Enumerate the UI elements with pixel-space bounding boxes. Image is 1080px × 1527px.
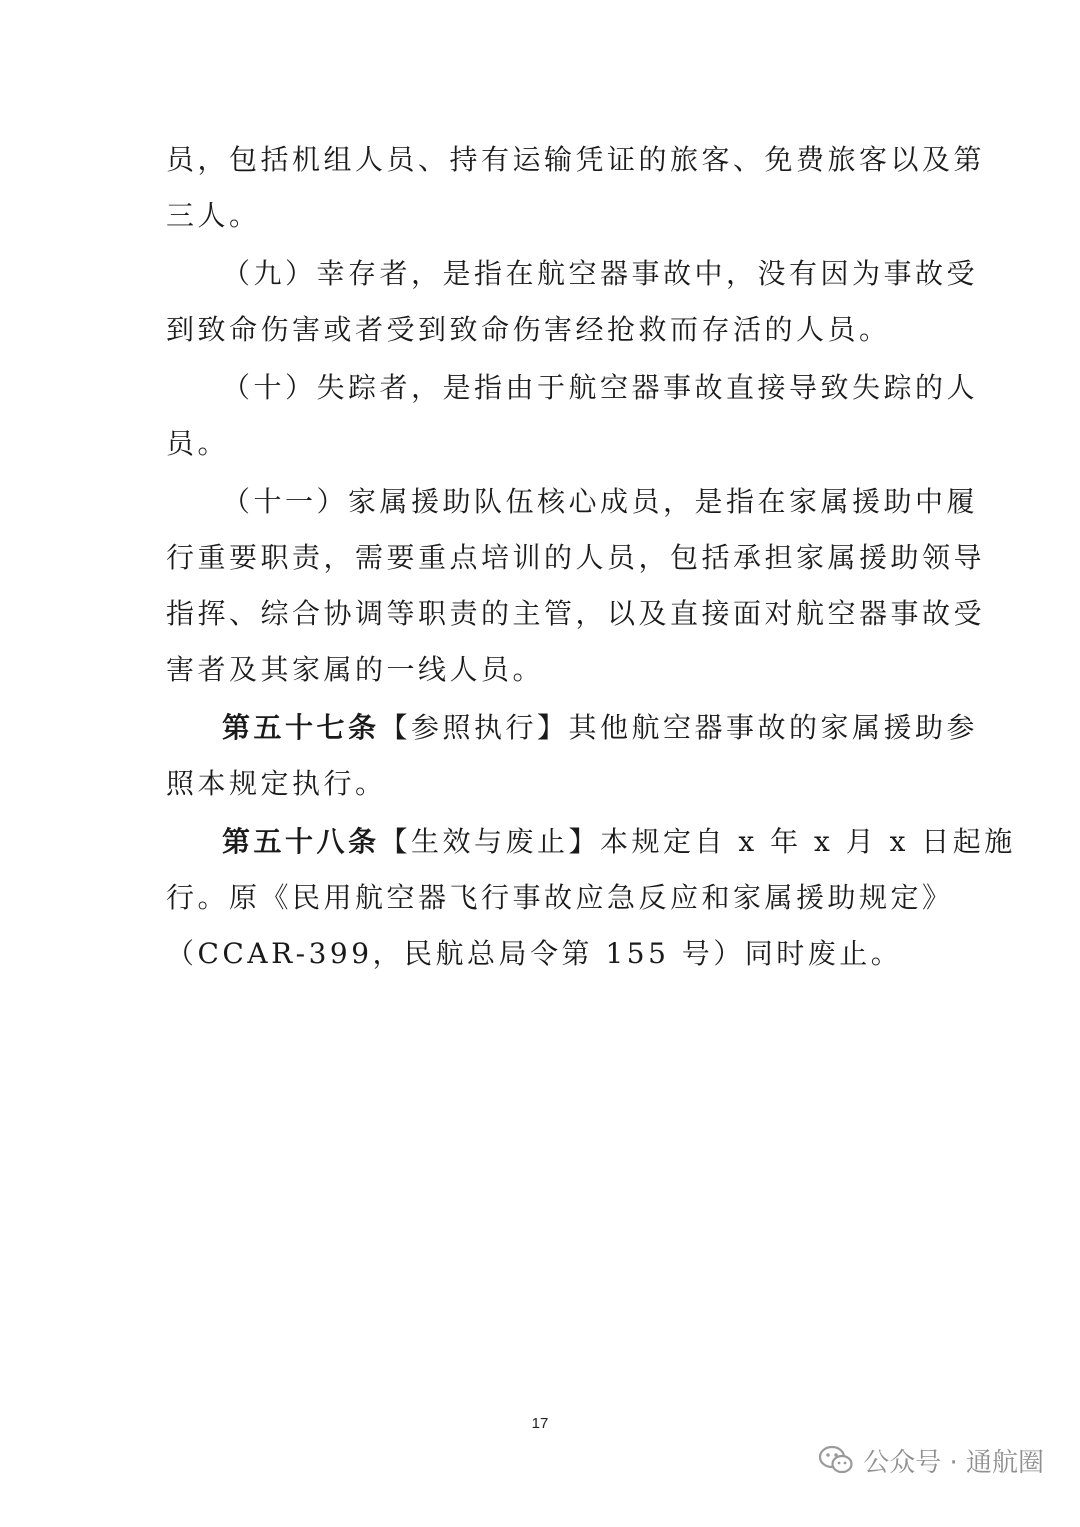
body-line: 指挥、综合协调等职责的主管，以及直接面对航空器事故受: [166, 597, 986, 630]
article-57-heading: 第五十七条: [222, 711, 380, 744]
body-line: 三人。: [166, 199, 261, 232]
watermark-text: 公众号 · 通航圈: [863, 1447, 1044, 1478]
body-line: 行。原《民用航空器飞行事故应急反应和家属援助规定》: [166, 881, 954, 914]
article-57-line: [222, 708, 979, 748]
body-line: （CCAR-399，民航总局令第 155 号）同时废止。: [166, 937, 903, 970]
page-number: 17: [531, 1415, 549, 1432]
body-line: 员，包括机组人员、持有运输凭证的旅客、免费旅客以及第: [166, 143, 986, 176]
clause-9-line: （九）幸存者，是指在航空器事故中，没有因为事故受: [222, 257, 979, 290]
body-line: 害者及其家属的一线人员。: [166, 653, 545, 686]
body-line: 到致命伤害或者受到致命伤害经抢救而存活的人员。: [166, 313, 891, 346]
body-line: 员。: [166, 427, 230, 460]
body-line: 照本规定执行。: [166, 767, 387, 800]
article-58-line: [222, 822, 1016, 862]
clause-11-line: （十一）家属援助队伍核心成员，是指在家属援助中履: [222, 485, 979, 518]
watermark: [819, 1440, 1044, 1480]
body-line: 行重要职责，需要重点培训的人员，包括承担家属援助领导: [166, 541, 986, 574]
wechat-icon: [819, 1445, 853, 1475]
article-58-text: 【生效与废止】本规定自 x 年 x 月 x 日起施: [379, 825, 1016, 858]
clause-10-line: （十）失踪者，是指由于航空器事故直接导致失踪的人: [222, 371, 979, 404]
article-57-text: 【参照执行】其他航空器事故的家属援助参: [379, 711, 979, 744]
article-58-heading: 第五十八条: [222, 825, 380, 858]
